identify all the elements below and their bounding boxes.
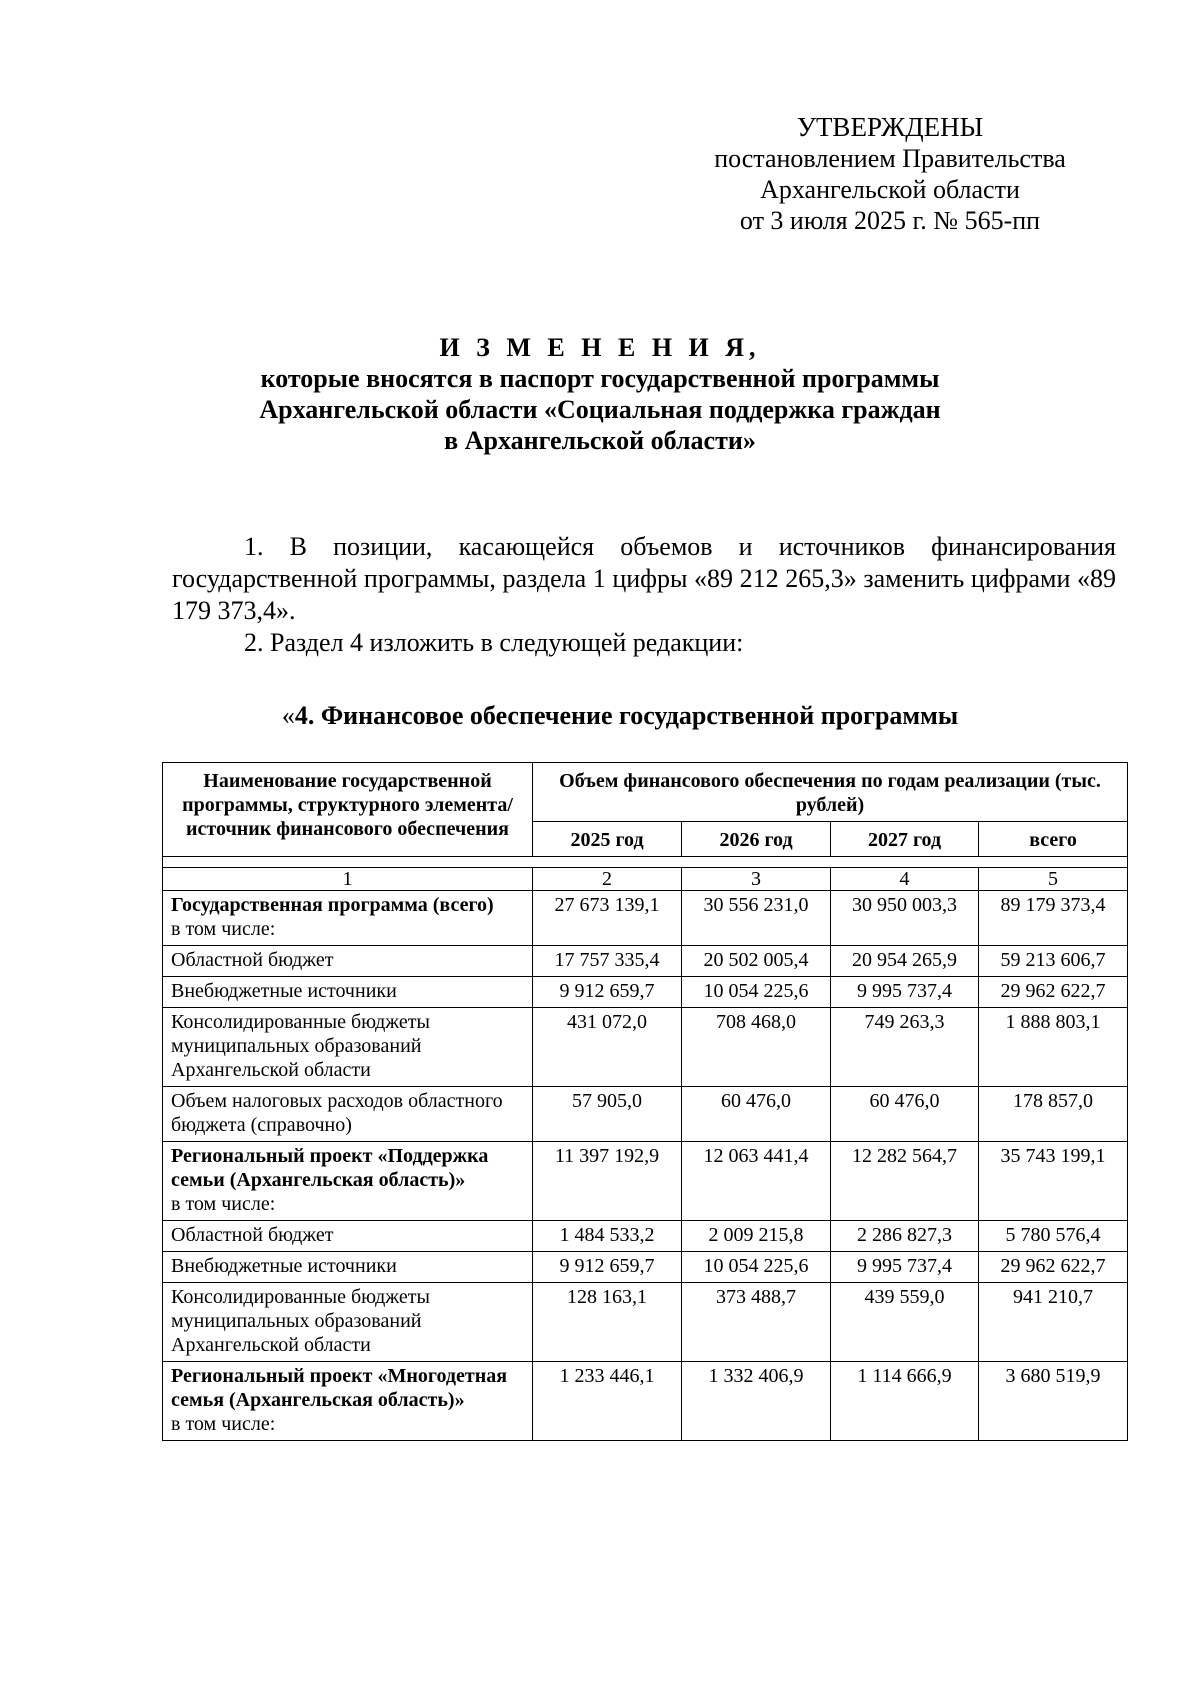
row-name: Внебюджетные источники (163, 1252, 533, 1283)
row-name-cell (163, 891, 533, 946)
row-subtitle: в том числе: (171, 1193, 276, 1215)
table-row (163, 1221, 1128, 1252)
column-number: 4 (831, 868, 979, 891)
value-total: 35 743 199,1 (979, 1142, 1128, 1221)
financing-table (162, 762, 1128, 1441)
column-number: 1 (163, 868, 533, 891)
heading-line-2: которые вносятся в паспорт государственной программы (260, 364, 940, 393)
value-2026: 20 502 005,4 (682, 946, 831, 977)
value-2026: 10 054 225,6 (682, 1252, 831, 1283)
value-2027: 20 954 265,9 (831, 946, 979, 977)
row-name: Региональный проект «Поддержка семьи (Архангельская область)» (171, 1145, 489, 1191)
value-2025: 17 757 335,4 (533, 946, 682, 977)
section-title (170, 700, 1070, 732)
header-volume-cell: Объем финансового обеспечения по годам реализации (тыс. рублей) (533, 763, 1128, 822)
row-name: Консолидированные бюджеты муниципальных образований Архангельской области (163, 1008, 533, 1087)
value-2027: 12 282 564,7 (831, 1142, 979, 1221)
value-2025: 11 397 192,9 (533, 1142, 682, 1221)
value-total: 5 780 576,4 (979, 1221, 1128, 1252)
approval-date: от 3 июля 2025 г. № 565-пп (739, 206, 1041, 235)
table-row (163, 977, 1128, 1008)
row-name: Внебюджетные источники (163, 977, 533, 1008)
value-2026: 2 009 215,8 (682, 1221, 831, 1252)
paragraph-1: 1. В позиции, касающейся объемов и источников финансирования государственной программы, раздела 1 цифры «89 212 265,3» заменить цифрами «89 179 373,4». (172, 532, 1116, 625)
table-row (163, 891, 1128, 946)
approval-line-3: Архангельской области (760, 175, 1020, 204)
header-name-cell: Наименование государственной программы, структурного элемента/источник финансового обеспечения (163, 763, 533, 857)
paragraph-2: 2. Раздел 4 изложить в следующей редакции: (244, 628, 744, 657)
value-total: 29 962 622,7 (979, 977, 1128, 1008)
table-row (163, 1252, 1128, 1283)
value-2026: 10 054 225,6 (682, 977, 831, 1008)
value-total: 178 857,0 (979, 1087, 1128, 1142)
row-name: Региональный проект «Многодетная семья (Архангельская область)» (171, 1365, 508, 1411)
column-number-row (163, 868, 1128, 891)
value-2025: 9 912 659,7 (533, 977, 682, 1008)
value-2027: 9 995 737,4 (831, 977, 979, 1008)
row-name: Областной бюджет (163, 1221, 533, 1252)
value-total: 3 680 519,9 (979, 1362, 1128, 1441)
value-total: 1 888 803,1 (979, 1008, 1128, 1087)
value-2025: 1 484 533,2 (533, 1221, 682, 1252)
column-number: 3 (682, 868, 831, 891)
value-2027: 1 114 666,9 (831, 1362, 979, 1441)
header-year-2025: 2025 год (533, 822, 682, 857)
header-total: всего (979, 822, 1128, 857)
table-header-row-1 (163, 763, 1128, 822)
value-2026: 60 476,0 (682, 1087, 831, 1142)
value-2026: 708 468,0 (682, 1008, 831, 1087)
value-total: 59 213 606,7 (979, 946, 1128, 977)
value-2026: 12 063 441,4 (682, 1142, 831, 1221)
value-2027: 439 559,0 (831, 1283, 979, 1362)
table-row (163, 1142, 1128, 1221)
value-2026: 1 332 406,9 (682, 1362, 831, 1441)
value-2026: 30 556 231,0 (682, 891, 831, 946)
value-2027: 60 476,0 (831, 1087, 979, 1142)
table-row (163, 1362, 1128, 1441)
approval-title: УТВЕРЖДЕНЫ (796, 112, 984, 142)
row-name: Областной бюджет (163, 946, 533, 977)
approval-block (700, 112, 1080, 236)
value-2027: 749 263,3 (831, 1008, 979, 1087)
row-subtitle: в том числе: (171, 918, 276, 940)
value-2027: 30 950 003,3 (831, 891, 979, 946)
value-2025: 431 072,0 (533, 1008, 682, 1087)
document-heading (170, 332, 1030, 456)
value-2026: 373 488,7 (682, 1283, 831, 1362)
table-row (163, 1087, 1128, 1142)
value-2025: 1 233 446,1 (533, 1362, 682, 1441)
row-name: Консолидированные бюджеты муниципальных образований Архангельской области (163, 1283, 533, 1362)
approval-line-2: постановлением Правительства (714, 144, 1066, 173)
row-subtitle: в том числе: (171, 1413, 276, 1435)
value-total: 29 962 622,7 (979, 1252, 1128, 1283)
value-2025: 27 673 139,1 (533, 891, 682, 946)
value-2027: 2 286 827,3 (831, 1221, 979, 1252)
table-separator (163, 857, 1128, 868)
column-number: 5 (979, 868, 1128, 891)
section-open-quote: « (281, 701, 295, 730)
value-2025: 128 163,1 (533, 1283, 682, 1362)
value-2025: 57 905,0 (533, 1087, 682, 1142)
table-row (163, 946, 1128, 977)
table-row (163, 1008, 1128, 1087)
row-name-cell (163, 1362, 533, 1441)
row-name: Государственная программа (всего) (171, 894, 494, 916)
heading-line-4: в Архангельской области» (444, 426, 756, 455)
section-title-text: 4. Финансовое обеспечение государственной программы (294, 701, 959, 730)
value-2027: 9 995 737,4 (831, 1252, 979, 1283)
value-2025: 9 912 659,7 (533, 1252, 682, 1283)
table-row (163, 1283, 1128, 1362)
value-total: 89 179 373,4 (979, 891, 1128, 946)
value-total: 941 210,7 (979, 1283, 1128, 1362)
header-year-2026: 2026 год (682, 822, 831, 857)
body-text (172, 531, 1116, 659)
heading-title: И З М Е Н Е Н И Я, (439, 333, 761, 362)
header-year-2027: 2027 год (831, 822, 979, 857)
row-name-cell (163, 1142, 533, 1221)
heading-line-3: Архангельской области «Социальная поддержка граждан (259, 395, 941, 424)
column-number: 2 (533, 868, 682, 891)
row-name: Объем налоговых расходов областного бюджета (справочно) (163, 1087, 533, 1142)
